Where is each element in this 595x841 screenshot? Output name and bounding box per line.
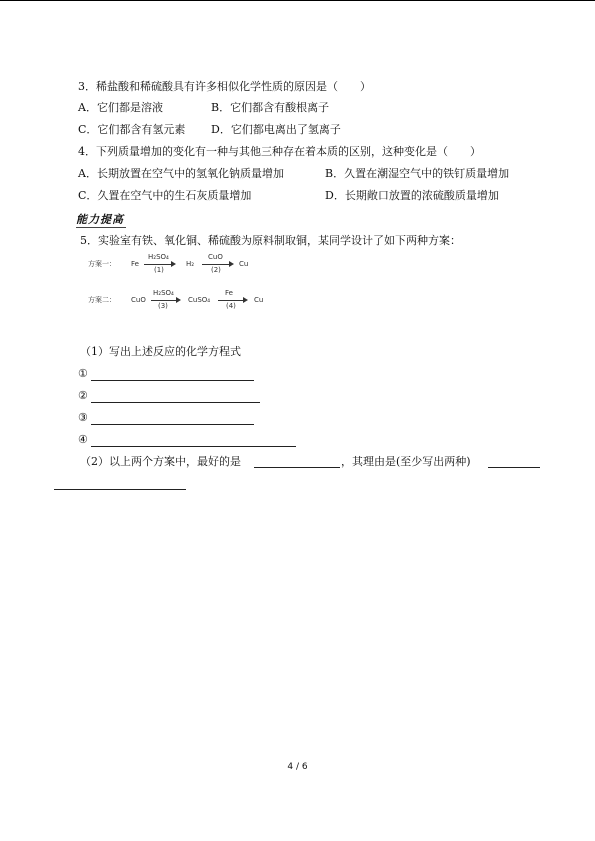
q5-stem: 5．实验室有铁、氧化铜、稀硫酸为原料制取铜，某同学设计了如下两种方案： [80,234,461,247]
reason-blank-2[interactable] [54,489,186,490]
scheme-two-label: 方案二： [88,296,116,304]
scheme-one-arrow-2 [202,264,232,265]
answer-mark-4: ④ [78,433,88,446]
answer-mark-2: ② [78,389,88,402]
scheme-two-end: Cu [254,296,264,304]
scheme-two-mid: CuSO₄ [188,296,211,304]
answer-line-1[interactable] [91,380,254,381]
q5-part2-prompt: （2）以上两个方案中，最好的是 [80,455,241,468]
scheme-two-step-1: (3) [158,302,168,310]
q3-option-d: D．它们都电离出了氢离子 [211,123,341,136]
q3-option-b: B．它们都含有酸根离子 [211,101,330,114]
scheme-two-step-2: (4) [226,302,236,310]
q3-option-c: C．它们都含有氢元素 [78,123,186,136]
scheme-one-arrow-1 [144,264,174,265]
q5-part1-prompt: （1）写出上述反应的化学方程式 [80,345,241,358]
scheme-two-start: CuO [131,296,146,304]
scheme-one-reagent-2: CuO [208,253,223,261]
answer-line-2[interactable] [91,402,260,403]
reason-blank-1[interactable] [488,467,540,468]
answer-mark-1: ① [78,367,88,380]
scheme-two-arrow-2 [218,300,246,301]
scheme-one-start: Fe [131,260,139,268]
answer-line-4[interactable] [91,446,296,447]
scheme-one-step-2: (2) [211,266,221,274]
page-number: 4 / 6 [287,762,308,772]
q4-option-c: C．久置在空气中的生石灰质量增加 [78,189,252,202]
scheme-one-mid: H₂ [186,260,195,268]
section-badge: 能力提高 [76,213,124,226]
q4-option-b: B．久置在潮湿空气中的铁钉质量增加 [325,167,510,180]
scheme-one-end: Cu [239,260,249,268]
answer-mark-3: ③ [78,411,88,424]
q3-option-a: A．它们都是溶液 [78,101,163,114]
header-rule [0,0,595,1]
scheme-two-arrow-1 [151,300,179,301]
q4-stem: 4．下列质量增加的变化有一种与其他三种存在着本质的区别，这种变化是（ ） [78,145,481,158]
scheme-one-step-1: (1) [154,266,164,274]
scheme-two-reagent-1: H₂SO₄ [153,289,174,297]
scheme-one-label: 方案一： [88,260,116,268]
scheme-one-reagent-1: H₂SO₄ [148,253,169,261]
q5-part2-reason-prompt: ，其理由是(至少写出两种) [341,455,471,468]
q4-option-d: D．长期敞口放置的浓硫酸质量增加 [325,189,499,202]
scheme-two-reagent-2: Fe [225,289,233,297]
best-scheme-blank[interactable] [254,467,340,468]
answer-line-3[interactable] [91,424,254,425]
q4-option-a: A．长期放置在空气中的氢氧化钠质量增加 [78,167,284,180]
q3-stem: 3．稀盐酸和稀硫酸具有许多相似化学性质的原因是（ ） [78,80,371,93]
